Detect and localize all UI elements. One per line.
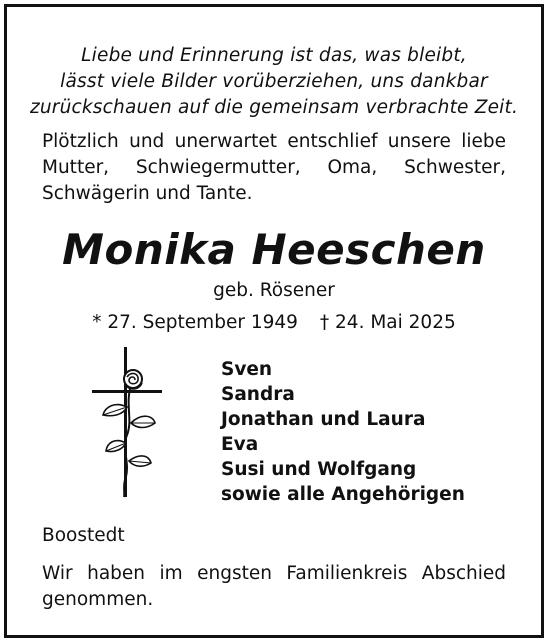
family-member: Sandra [221, 384, 295, 405]
deceased-name: Monika Heeschen [62, 225, 486, 274]
place-name: Boostedt [42, 525, 125, 546]
family-members [221, 357, 465, 507]
quote-line: Liebe und Erinnerung ist das, was bleibt, [81, 45, 467, 66]
family-member: Susi und Wolfgang [221, 459, 417, 480]
closing-line: Wir haben im engsten Familienkreis Abschied [42, 563, 506, 584]
family-member: Jonathan und Laura [221, 409, 426, 430]
memorial-quote [7, 43, 541, 121]
family-member: sowie alle Angehörigen [221, 484, 465, 505]
family-member: Eva [221, 434, 259, 455]
birth-date: * 27. September 1949 [92, 312, 298, 333]
family-member: Sven [221, 359, 273, 380]
death-date: † 24. Mai 2025 [319, 312, 456, 333]
intro-line: Schwägerin und Tante. [42, 183, 253, 204]
maiden-name: geb. Rösener [213, 280, 335, 301]
intro-line: Mutter, Schwiegermutter, Oma, Schwester, [42, 157, 506, 178]
closing-text [42, 561, 506, 613]
closing-line: genommen. [42, 589, 154, 610]
obituary-card [4, 4, 544, 638]
intro-text [42, 129, 506, 207]
quote-line: zurückschauen auf die gemeinsam verbrachte Zeit. [29, 97, 519, 118]
quote-line: lässt viele Bilder vorüberziehen, uns dankbar [60, 71, 488, 92]
intro-line: Plötzlich und unerwartet entschlief unsere liebe [42, 131, 506, 152]
cross-with-rose-icon [89, 345, 169, 505]
life-dates [7, 312, 541, 333]
